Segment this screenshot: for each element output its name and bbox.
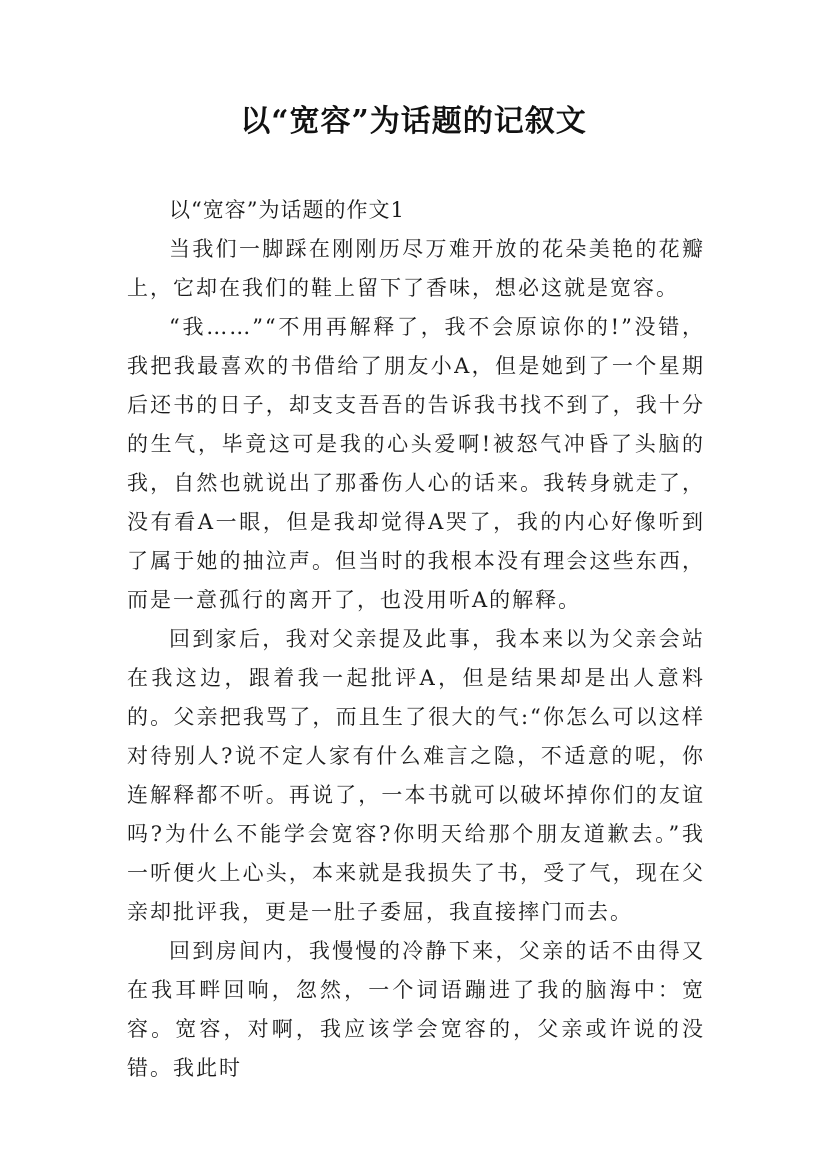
essay-subheading: 以“宽容”为话题的作文1 <box>169 198 405 222</box>
paragraph-3: 回到家后，我对父亲提及此事，我本来以为父亲会站在我这边，跟着我一起批评A，但是结果却是出人意料的。父亲把我骂了，而且生了很大的气:“你怎么可以这样对待别人?说不定人家有什么难言之隐，不适意的呢，你连解释都不听。再说了，一本书就可以破坏掉你们的友谊吗?为什么不能学会宽容?你明天给那个朋友道歉去。”我一听便火上心头，本来就是我损失了书，受了气，现在父亲却批评我，更是一肚子委屈，我直接摔门而去。 <box>127 627 705 924</box>
paragraph-4: 回到房间内，我慢慢的冷静下来，父亲的话不由得又在我耳畔回响，忽然，一个词语蹦进了我的脑海中：宽容。宽容，对啊，我应该学会宽容的，父亲或许说的没错。我此时 <box>127 939 705 1080</box>
paragraph-1: 当我们一脚踩在刚刚历尽万难开放的花朵美艳的花瓣上，它却在我们的鞋上留下了香味，想必这就是宽容。 <box>127 237 705 300</box>
document-title: 以“宽容”为话题的记叙文 <box>240 104 587 139</box>
document-body <box>127 191 705 1088</box>
paragraph-2: “我……”“不用再解释了，我不会原谅你的!”没错，我把我最喜欢的书借给了朋友小A，但是她到了一个星期后还书的日子，却支支吾吾的告诉我书找不到了，我十分的生气，毕竟这可是我的心头爱啊!被怒气冲昏了头脑的我，自然也就说出了那番伤人心的话来。我转身就走了，没有看A一眼，但是我却觉得A哭了，我的内心好像听到了属于她的抽泣声。但当时的我根本没有理会这些东西，而是一意孤行的离开了，也没用听A的解释。 <box>127 315 705 612</box>
